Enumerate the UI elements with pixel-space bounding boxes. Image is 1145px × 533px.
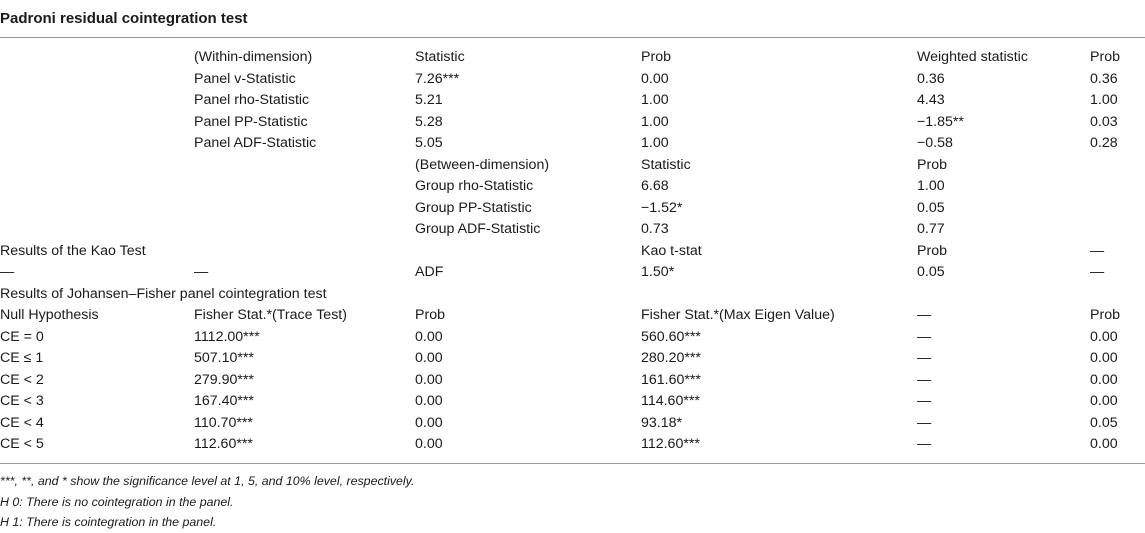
table-cell: Prob [1090,307,1120,323]
table-cell: 0.05 [917,264,945,280]
table-cell: 4.43 [917,92,945,108]
table-cell: 279.90*** [194,371,254,388]
table-notes [0,471,414,533]
table-cell: −0.58 [917,135,953,151]
table-cell [194,241,415,263]
table-cell: CE < 2 [0,371,44,388]
table-cell: 167.40*** [194,393,254,409]
table-cell: CE < 5 [0,436,44,452]
table-cell: 5.21 [415,92,443,108]
table-row [0,327,1145,349]
table-row [0,348,1145,370]
table-cell [0,133,194,155]
table-cell: — [1090,242,1105,259]
table-cell: Results of Johansen–Fisher panel cointegration test [0,285,327,302]
table-cell [1090,155,1145,177]
table-cell: 0.00 [415,414,443,431]
table-cell: 0.03 [1090,113,1118,130]
table-cell: — [0,264,15,280]
cointegration-table [0,47,1145,456]
table-row [0,90,1145,112]
table-cell: 0.05 [917,199,945,216]
table-row [0,176,1145,198]
table-cell [1090,284,1145,306]
table-row [0,69,1145,91]
table-cell: Results of the Kao Test [0,242,146,259]
table-cell: 93.18* [641,414,683,431]
table-cell: 1.00 [917,178,945,194]
table-row [0,155,1145,177]
table-cell: (Within-dimension) [194,49,313,65]
table-cell [0,219,194,241]
table-cell: 5.05 [415,135,443,151]
table-cell: — [917,436,932,452]
table-cell: −1.85** [917,113,964,130]
table-cell: 0.00 [1090,393,1118,409]
table-cell: CE ≤ 1 [0,350,44,366]
table-cell: (Between-dimension) [415,156,550,173]
table-cell: 0.00 [1090,350,1118,366]
table-cell [194,155,415,177]
table-cell: Statistic [415,49,465,65]
table-cell: 1.00 [641,135,669,151]
table-cell: 0.00 [415,436,443,452]
table-cell: 0.00 [415,371,443,388]
table-row [0,413,1145,435]
note-h0: H 0: There is no cointegration in the panel. [0,494,234,509]
bottom-rule [0,463,1145,464]
table-cell [0,112,194,134]
table-cell: 6.68 [641,178,669,194]
table-cell: 507.10*** [194,350,254,366]
table-cell: — [917,371,932,388]
table-row [0,219,1145,241]
table-cell [0,90,194,112]
table-cell: 0.36 [917,70,945,87]
table-cell [1090,176,1145,198]
table-cell: Group ADF-Statistic [415,221,541,237]
table-row [0,262,1145,284]
table-cell: −1.52* [641,199,683,216]
table-cell: 0.05 [1090,414,1118,431]
table-cell [1090,219,1145,241]
table-cell: 7.26*** [415,70,460,87]
table-cell: 110.70*** [194,414,253,431]
table-cell [0,69,194,91]
table-cell: CE = 0 [0,328,44,345]
table-cell: — [917,414,932,431]
table-cell: CE < 3 [0,393,44,409]
table-cell: Group PP-Statistic [415,199,532,216]
table-cell: Panel PP-Statistic [194,113,308,130]
table-cell: 0.00 [1090,371,1118,388]
table-row [0,241,1145,263]
table-cell: 1.00 [641,92,669,108]
table-cell: Prob [415,307,445,323]
table-cell: 112.60*** [641,436,700,452]
table-cell: 112.60*** [194,436,253,452]
table-cell: Prob [917,156,947,173]
table-cell: Prob [641,49,671,65]
table-cell [0,155,194,177]
table-cell: — [917,350,932,366]
table-cell: Kao t-stat [641,242,702,259]
table-row [0,434,1145,456]
table-row [0,112,1145,134]
table-row [0,370,1145,392]
table-cell [0,176,194,198]
table-row [0,133,1145,155]
table-cell: 1.50* [641,264,675,280]
table-cell [917,284,1090,306]
table-cell: 0.00 [415,393,443,409]
table-cell: — [917,307,932,323]
table-cell: Weighted statistic [917,49,1028,65]
table-cell: 0.00 [1090,328,1118,345]
table-row [0,305,1145,327]
table-cell: 1112.00*** [194,328,260,345]
table-cell: Panel rho-Statistic [194,92,310,108]
note-significance: ***, **, and * show the significance level at 1, 5, and 10% level, respectively. [0,474,415,488]
table-cell: Fisher Stat.*(Max Eigen Value) [641,307,835,323]
table-cell: 0.00 [415,328,443,345]
table-cell: Prob [917,242,947,259]
table-cell: Group rho-Statistic [415,178,534,194]
table-row [0,391,1145,413]
table-cell: Prob [1090,49,1120,65]
table-cell: 114.60*** [641,393,700,409]
table-cell [0,47,194,69]
table-cell [641,284,917,306]
table-cell: 0.77 [917,221,945,237]
table-cell: Statistic [641,156,691,173]
note-h1: H 1: There is cointegration in the panel. [0,515,217,529]
table-cell: — [917,328,932,345]
table-cell: 0.00 [415,350,443,366]
table-title: Padroni residual cointegration test [0,10,248,27]
table-row [0,47,1145,69]
table-cell: CE < 4 [0,414,44,431]
table-cell [415,284,641,306]
table-cell: 1.00 [1090,92,1118,108]
table-cell [415,241,641,263]
table-cell: Panel v-Statistic [194,70,296,87]
table-cell: Null Hypothesis [0,307,99,323]
table-cell: 0.00 [641,70,669,87]
table-cell: 560.60*** [641,328,701,345]
table-cell: 1.00 [641,113,669,130]
table-cell [194,198,415,220]
table-cell [194,219,415,241]
table-cell: 161.60*** [641,371,701,388]
table-cell: 5.28 [415,113,443,130]
table-row [0,284,1145,306]
table-cell [0,198,194,220]
table-cell: Panel ADF-Statistic [194,135,317,151]
table-cell: — [1090,264,1105,280]
table-cell [194,176,415,198]
table-cell: — [917,393,932,409]
table-cell: 280.20*** [641,350,701,366]
table-cell: Fisher Stat.*(Trace Test) [194,307,347,323]
table-cell: 0.73 [641,221,669,237]
table-cell [1090,198,1145,220]
top-rule [0,37,1145,38]
table-cell: 0.28 [1090,135,1118,151]
table-cell: ADF [415,264,444,280]
table-row [0,198,1145,220]
table-cell: 0.36 [1090,70,1118,87]
table-cell: — [194,264,209,280]
table-cell: 0.00 [1090,436,1118,452]
